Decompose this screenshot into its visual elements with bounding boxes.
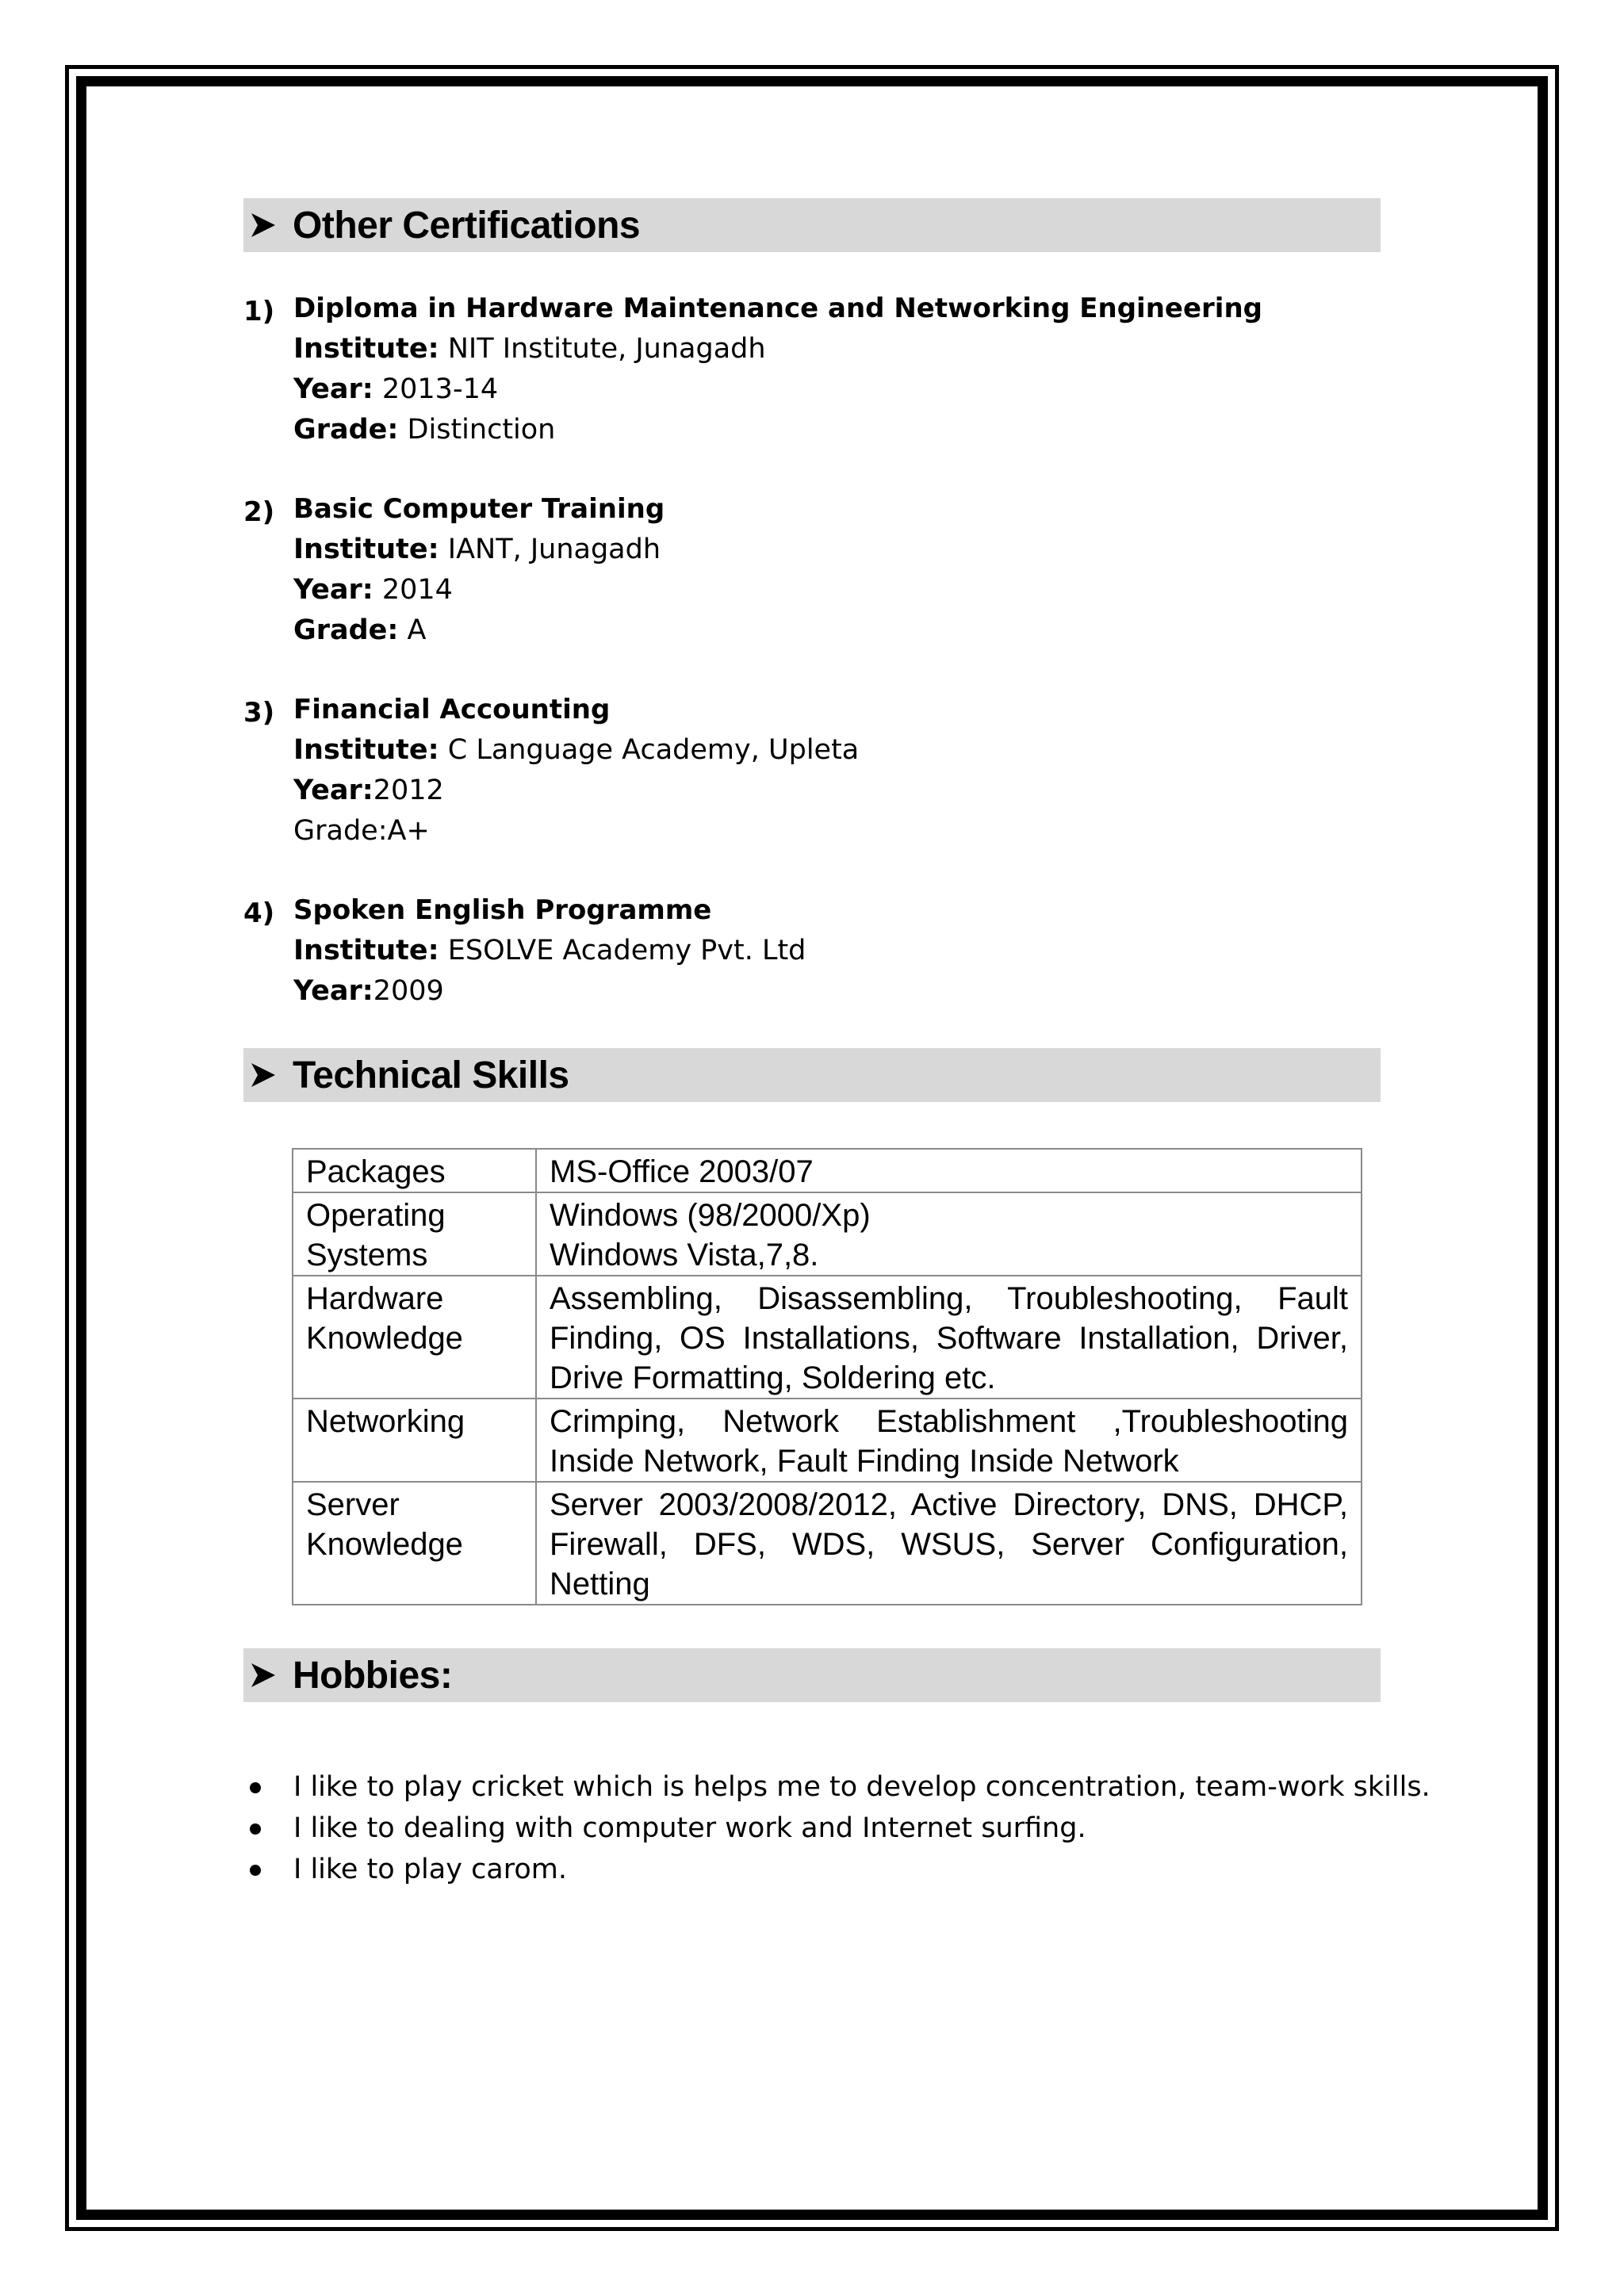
year-value: 2014	[373, 574, 453, 606]
section-title: Technical Skills	[293, 1054, 569, 1096]
table-row	[293, 1149, 1362, 1192]
grade-label: Grade:	[293, 414, 399, 446]
table-row	[293, 1482, 1362, 1605]
skill-detail-line: Windows Vista,7,8.	[550, 1238, 819, 1272]
skill-detail-line: Assembling, Disassembling, Troubleshooting, Fault Finding, OS Installations, Software Installation, Driver, Drive Formatting, Soldering etc.	[550, 1281, 1348, 1395]
institute-label: Institute:	[293, 333, 439, 365]
year-label: Year:	[293, 373, 373, 405]
table-row	[293, 1399, 1362, 1482]
year-label: Year:	[293, 975, 373, 1007]
skill-detail-line: Server 2003/2008/2012, Active Directory, DNS, DHCP, Firewall, DFS, WDS, WSUS, Server Configuration, Netting	[550, 1487, 1348, 1601]
skill-details	[536, 1276, 1362, 1399]
year-value: 2009	[373, 975, 444, 1007]
table-row	[293, 1192, 1362, 1276]
skill-details	[536, 1399, 1362, 1482]
skill-detail-line: Crimping, Network Establishment ,Troubleshooting Inside Network, Fault Finding Inside Network	[550, 1404, 1348, 1479]
skill-detail-line: MS-Office 2003/07	[550, 1154, 814, 1189]
section-header-hobbies	[243, 1648, 1381, 1702]
hobby-text: I like to play carom.	[293, 1854, 568, 1885]
item-number: 1)	[243, 296, 275, 327]
section-title: Other Certifications	[293, 204, 641, 247]
list-item	[243, 1808, 1417, 1849]
year-label: Year:	[293, 775, 373, 806]
year-label: Year:	[293, 574, 373, 606]
table-row	[293, 1276, 1362, 1399]
item-number: 2)	[243, 496, 275, 528]
institute-label: Institute:	[293, 734, 439, 766]
skill-detail-line: Windows (98/2000/Xp)	[550, 1198, 871, 1233]
hobby-text: I like to dealing with computer work and Internet surfing.	[293, 1812, 1086, 1844]
skill-details	[536, 1149, 1362, 1192]
skill-details	[536, 1192, 1362, 1276]
grade-label: Grade:	[293, 614, 399, 646]
institute-label: Institute:	[293, 534, 439, 565]
certification-name: Diploma in Hardware Maintenance and Networking Engineering	[293, 293, 1262, 324]
hobby-text: I like to play cricket which is helps me to develop concentration, team-work skills.	[293, 1771, 1431, 1803]
filled-circle-bullet-icon	[250, 1823, 261, 1835]
institute-value: C Language Academy, Upleta	[439, 734, 860, 766]
arrowhead-bullet-icon	[250, 1662, 293, 1689]
section-title: Hobbies:	[293, 1654, 453, 1697]
certification-name: Financial Accounting	[293, 694, 611, 725]
skill-details	[536, 1482, 1362, 1605]
year-value: 2012	[373, 775, 444, 806]
arrowhead-bullet-icon	[250, 212, 293, 239]
hobbies-list	[243, 1766, 1431, 1890]
year-value: 2013-14	[373, 373, 499, 405]
item-number: 4)	[243, 897, 275, 929]
section-header-certifications	[243, 198, 1381, 252]
institute-label: Institute:	[293, 935, 439, 966]
list-item	[243, 1766, 1431, 1808]
list-item	[243, 1849, 1417, 1890]
skills-table	[292, 1148, 1362, 1605]
section-header-technical-skills	[243, 1048, 1381, 1102]
skill-category: Operating Systems	[293, 1192, 536, 1276]
skill-category: Packages	[293, 1149, 536, 1192]
item-number: 3)	[243, 697, 275, 729]
institute-value: IANT, Junagadh	[439, 534, 661, 565]
institute-value: NIT Institute, Junagadh	[439, 333, 766, 365]
skill-category: Hardware Knowledge	[293, 1276, 536, 1399]
certification-name: Basic Computer Training	[293, 493, 665, 525]
filled-circle-bullet-icon	[250, 1865, 261, 1876]
arrowhead-bullet-icon	[250, 1062, 293, 1089]
skill-category: Networking	[293, 1399, 536, 1482]
institute-value: ESOLVE Academy Pvt. Ltd	[439, 935, 806, 966]
grade-text: Grade:A+	[293, 815, 430, 847]
grade-value: Distinction	[398, 414, 556, 446]
grade-value: A	[398, 614, 427, 646]
skill-category: Server Knowledge	[293, 1482, 536, 1605]
certification-name: Spoken English Programme	[293, 894, 712, 926]
filled-circle-bullet-icon	[250, 1782, 261, 1793]
